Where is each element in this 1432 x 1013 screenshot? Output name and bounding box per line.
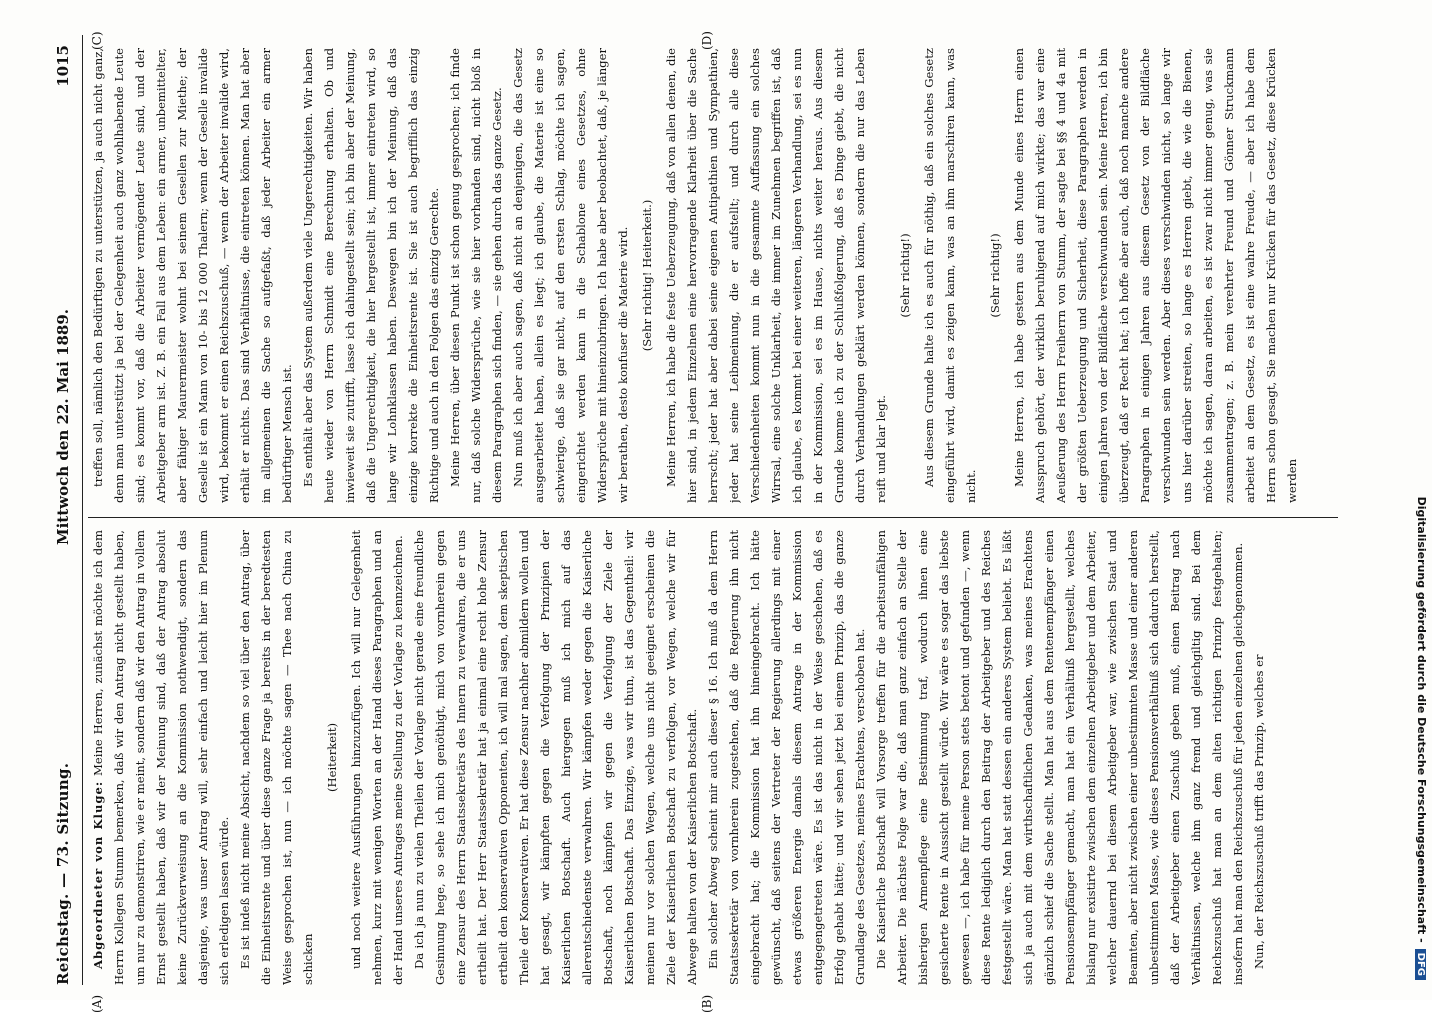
paragraph: Ein solcher Abweg scheint mir auch dieser § 16. Ich muß da dem Herrn Staatssekretär von vornherein zugestehen, daß die Regierung ihn nicht eingebracht hat; die Kommission hat ihn hineingebracht. Ich hätte gewünscht, daß seitens der Vertreter der Regierung allerdings mit einer etwas größeren Energie damals diesem Antrage in der Kommission entgegengetreten wäre. Es ist das nicht in der Weise geschehen, daß es Erfolg gehabt hätte; und wir sehen jetzt bei einem Prinzip, das die ganze Grundlage des Gesetzes, meines Erachtens, verschoben hat. bbox=[706, 530, 867, 985]
column-separator bbox=[88, 517, 1338, 518]
interjection: (Sehr richtig! Heiterkeit.) bbox=[640, 199, 654, 352]
margin-marker-c: (C) bbox=[90, 31, 104, 50]
margin-marker-d: (D) bbox=[700, 31, 714, 50]
page-number: 1015 bbox=[54, 45, 72, 87]
paragraph: Meine Herren, über diesen Punkt ist schon genug gesprochen; ich finde nur, daß solche Widersprüche, wie sie hier vorhanden sind, nicht bloß in diesem Paragraphen sich finden, — sie gehen durch das ganze Gesetz. bbox=[448, 48, 504, 503]
running-header bbox=[50, 35, 84, 985]
speaker-name: Abgeordneter von Kluge: bbox=[91, 780, 105, 969]
paragraph: Nun, der Reichszuschuß trifft das Prinzip, welches er bbox=[1252, 654, 1266, 969]
dfg-logo: DFG bbox=[1415, 949, 1426, 980]
paragraph-text: Meine Herren, zunächst möchte ich dem Herrn Kollegen Stumm bemerken, daß wir den Antrag nicht gestellt haben, um nur zu demonstriren, wie er meint, sondern daß wir den Antrag in vollem Ernst gestellt haben, daß wir der Meinung sind, daß der Antrag absolut keine Zurückverweisung an die Kommission nothwendigt, sondern das dasjenige, was unser Antrag will, sehr einfach und leicht hier im Plenum sich erledigen lassen würde. bbox=[91, 530, 231, 985]
paragraph: Meine Herren, ich habe die feste Ueberzeugung, daß von allen denen, die hier sind, in jedem Einzelnen eine hervorragende Klarheit über die Sache herrscht; jeder hat aber dabei seine eigenen Antipathien und Sympathien, jeder hat seine Leibmeinung, die er aufstellt; und durch alle diese Verschiedenheiten kommt nun in die gesammte Auffassung ein solches Wirrsal, eine solche Unklarheit, die immer im Zunehmen begriffen ist, daß ich glaube, es kommt bei einer weiteren, längeren Verhandlung, sei es nun in der Kommission, sei es im Hause, nichts weiter heraus. Aus diesem Grunde komme ich zu der Schlußfolgerung, daß es Dinge giebt, die nicht durch Verhandlungen geklärt werden können, sondern die nur das Leben reift und klar legt. bbox=[664, 48, 888, 503]
paragraph: Nun muß ich aber auch sagen, daß nicht an denjenigen, die das Gesetz ausgearbeitet haben, allein es liegt; ich glaube, die Materie ist eine so schwierige, daß sie gar nicht, auf den ersten Schlag, möchte ich sagen, eingerichtet werden kann in die Schablone eines Gesetzes, ohne Widersprüche mit hineinzubringen. Ich habe aber beobachtet, daß, je länger wir berathen, desto konfuser die Materie wird. bbox=[511, 48, 630, 503]
paragraph: Meine Herren, ich habe gestern aus dem Munde eines Herrn einen Ausspruch gehört, der wirklich beruhigend auf mich wirkte; das war eine Aeußerung des Herrn Freiherrn von Stumm, der sagte bei §§ 4 und 4a mit der größten Ueberzeugung und Sicherheit, diese Paragraphen werden in einigen Jahren von der Bildfläche verschwunden sein. Meine Herren, ich bin überzeugt, daß er Recht hat; ich hoffe aber auch, daß noch manche andere Paragraphen in einigen Jahren aus diesem Gesetz von der Bildfläche verschwunden sein werden. Aber dieses verschwinden nicht, so lange wir uns hier darüber streiten, so lange es Herren giebt, die wie die Bienen, möchte ich sagen, daran arbeiten, es ist zwar nicht immer genug, was sie zusammentragen; z. B. mein verehrter Freund und Gönner Struckmann arbeitet an dem Gesetz, es ist eine wahre Freude, — aber ich habe dem Herrn schon gesagt, Sie machen nur Krücken für das Gesetz, diese Krücken werden bbox=[1012, 48, 1299, 503]
rotated-page-content bbox=[50, 31, 1420, 1013]
interjection: (Sehr richtig!) bbox=[898, 233, 912, 318]
header-rule bbox=[82, 35, 83, 985]
paragraph: treffen soll, nämlich den Bedürftigen zu unterstützen, ja auch nicht ganz, denn man unterstützt ja bei der Gelegenheit auch ganz wohlhabende Leute sind; es kommt vor, daß die Arbeiter vermögender Leute sind, und der Arbeitgeber arm ist. Z. B. ein Fall aus dem Leben: ein armer, unbemittelter, aber fähiger Maurermeister wohnt bei seinem Gesellen zur Miethe; der Geselle ist ein Mann von 10- bis 12 000 Thalern; wenn der Geselle invalide wird, bekommt er einen Reichszuschuß, — wenn der Arbeiter invalide wird, erhält er nichts. Das sind Verhältnisse, die eintreten können. Man hat aber im allgemeinen die Sache so aufgefaßt, daß jeder Arbeiter ein armer bedürftiger Mensch ist. bbox=[91, 48, 294, 503]
margin-marker-a: (A) bbox=[90, 994, 104, 1013]
header-left: Reichstag. — 73. Sitzung. bbox=[54, 762, 72, 985]
interjection: (Sehr richtig!) bbox=[988, 233, 1002, 318]
header-center: Mittwoch den 22. Mai 1889. bbox=[54, 308, 72, 545]
margin-marker-b: (B) bbox=[700, 994, 714, 1013]
paragraph: und noch weitere Ausführungen hinzuzufügen. Ich will nur Gelegenheit nehmen, kurz mit wenigen Worten an der Hand dieses Paragraphen und an der Hand unseres Antrages meine Stellung zu der Vorlage zu kennzeichnen. bbox=[349, 530, 405, 985]
right-column bbox=[88, 48, 1343, 503]
paragraph: Die Kaiserliche Botschaft will Vorsorge treffen für die arbeitsunfähigen Arbeiter. Die nächste Folge war die, daß man ganz einfach an Stelle der bisherigen Armenpflege eine Bestimmung traf, wodurch ihnen eine gesicherte Rente in Aussicht gestellt würde. Wir wäre es sogar das liebste gewesen —, ich habe für meine Person stets betont und gefunden —, wenn diese Rente lediglich durch den Beitrag der Arbeitgeber und des Reiches festgestellt wäre. Man hat statt dessen ein anderes System beliebt. Es läßt sich ja auch mit dem wirthschaftlichen Gedanken, was meines Erachtens gänzlich schief die Sache stellt. Man hat aus dem Rentenempfänger einen Pensionsempfänger gemacht, man hat ein Verhältniß hergestellt, welches bislang nur existirte zwischen dem einzelnen Arbeitgeber und dem Arbeiter, welcher dauernd bei diesem Arbeitgeber war, wie zwischen Staat und Beamten, aber nicht zwischen einer unbestimmten Masse und einer anderen unbestimmten Masse, wie dieses Pensionsverhältniß sich dadurch herstellt, daß der Arbeitgeber einen Zuschuß geben muß, einen Beitrag nach Verhältnissen, welche ihm ganz fremd und gleichgiltig sind. Bei dem Reichszuschuß hat man an dem alten richtigen Prinzip festgehalten; insofern hat man den Reichszuschuß für jeden einzelnen gleichgenommen. bbox=[874, 530, 1245, 985]
paragraph bbox=[88, 530, 235, 985]
paragraph: Aus diesem Grunde halte ich es auch für nöthig, daß ein solches Gesetz eingeführt wird, damit es zeigen kann, was an ihm marschiren kann, was nicht. bbox=[922, 48, 978, 503]
paragraph: Es enthält aber das System außerdem viele Ungerechtigkeiten. Wir haben heute wieder von Herrn Schmidt eine Berechnung erhalten. Ob und inwieweit sie zutrifft, lasse ich dahingestellt sein; ich bin aber der Meinung, daß die Ungerechtigkeit, die hier hergestellt ist, immer eintreten wird, so lange wir Lohnklassen haben. Deswegen bin ich der Meinung, daß das einzige korrekte die Einheitsrente ist. Sie ist auch begrifflich das einzig Richtige und auch in den Folgen das einzig Gerechte. bbox=[301, 48, 441, 503]
paragraph: Da ich ja nun zu vielen Theilen der Vorlage nicht gerade eine freundliche Gesinnung hege, so sehe ich mich genöthigt, mich von vornherein gegen eine Zensur des Herrn Staatssekretärs des Innern zu verwahren, die er uns ertheilt hat. Der Herr Staatssekretär hat ja einmal eine recht hohe Zensur ertheilt den konservativen Opponenten, ich will mal sagen, dem skeptischen Theile der Konservativen. Er hat diese Zensur nachher abmildern wollen und hat gesagt, wir kämpften gegen die Verfolgung der Prinzipien der Kaiserlichen Botschaft. Auch hiergegen muß ich mich auf das allerentschiedenste verwahren. Wir kämpfen weder gegen die Kaiserliche Botschaft, noch kämpfen wir gegen die Verfolgung der Ziele der Kaiserlichen Botschaft. Das Einzige, was wir thun, ist das Gegentheil: wir meinen nur vor solchen Wegen, welche uns nicht geeignet erscheinen die Ziele der Kaiserlichen Botschaft zu verfolgen, vor Wegen, welche wir für Abwege halten von der Kaiserlichen Botschaft. bbox=[412, 530, 699, 985]
credit-text: Digitalisierung gefördert durch die Deutsche Forschungsgemeinschaft - bbox=[1415, 496, 1428, 943]
interjection: (Heiterkeit) bbox=[325, 722, 339, 793]
left-column bbox=[88, 530, 1343, 985]
digitization-credit bbox=[1408, 20, 1430, 980]
paragraph: Es ist indeß nicht meine Absicht, nachdem so viel über den Antrag, über die Einheitsrente und über diese ganze Frage ja bereits in der beredtesten Weise gesprochen ist, nun — ich möchte sagen — Thee nach China zu schicken bbox=[238, 530, 315, 985]
